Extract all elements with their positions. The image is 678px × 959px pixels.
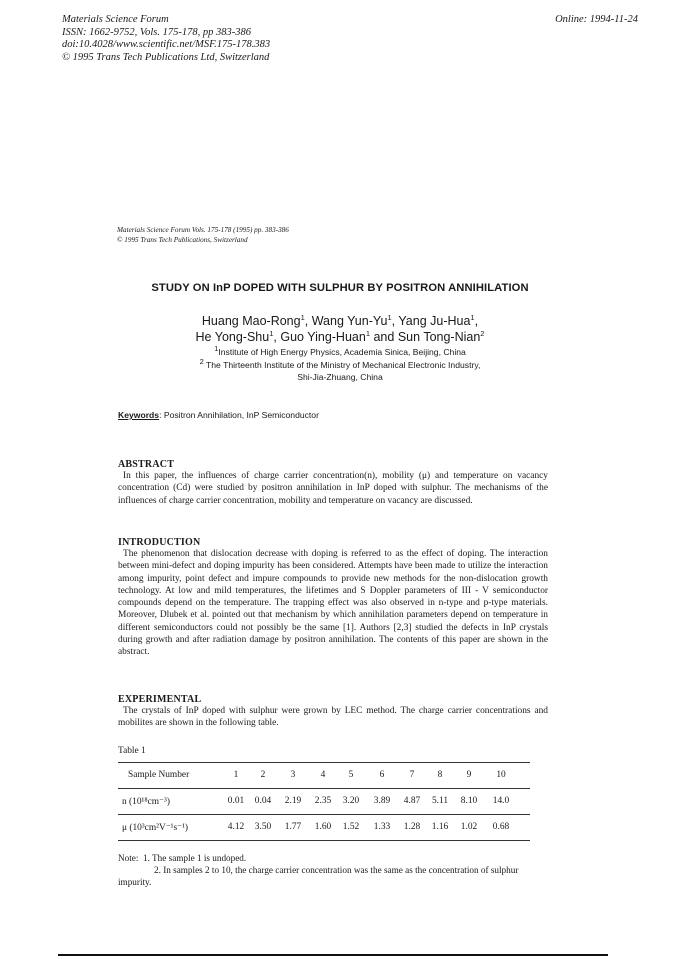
table-cell: 3.89 (373, 796, 391, 806)
copyright-line: © 1995 Trans Tech Publications Ltd, Switzerland (62, 51, 270, 63)
table-rule (118, 840, 530, 841)
table-cell: 8.10 (460, 796, 478, 806)
table-cell: 3.20 (342, 796, 360, 806)
affiliation-text: Institute of High Energy Physics, Academia Sinica, Beijing, China (218, 347, 466, 357)
table-cell: 7 (409, 770, 415, 780)
author-name: Wang Yun-Yu (311, 314, 388, 328)
note-2: 2. In samples 2 to 10, the charge carrier concentration was the same as the concentration of sulphur impurity. (118, 865, 519, 887)
table-cell: 5.11 (431, 796, 449, 806)
author-name: Yang Ju-Hua (398, 314, 471, 328)
affiliation-marker: 1 (470, 312, 475, 322)
author-conjunction: and (373, 330, 395, 344)
table-cell: 1.28 (403, 822, 421, 832)
abstract-heading: ABSTRACT (118, 459, 175, 470)
introduction-body: The phenomenon that dislocation decrease with doping is referred to as the effect of doping. The interaction between mini-defect and doping impurity has been considered. Attempts have been made to utilize the interaction among impurity, point defect and impure compounds to provide new methods for the non-dislocation growth technology. At low and mild temperatures, the lifetimes and S Doppler parameters of III - V semiconductor compounds depend on the temperature. The trapping effect was also observed in n-type and p-type materials. Moreover, Dlubek et al. pointed out that mechanism by which annihilation parameters depend on temperature in different semiconductors could not possibly be the same [1]. Authors [2,3] studied the defects in InP crystals during growth and after radiation damage by positron annihilation. The contents of this paper are shown in the abstract. (118, 549, 548, 658)
introduction-section (118, 537, 548, 659)
affiliation-2 (60, 356, 620, 372)
table-cell: 4 (320, 770, 326, 780)
note-1 (118, 852, 548, 864)
print-citation (117, 225, 289, 245)
introduction-heading: INTRODUCTION (118, 537, 201, 548)
page-bottom-rule (58, 954, 608, 956)
author-line-1: Huang Mao-Rong$^1$, Wang Yun-Yu$^1$, Yang Ju-Hua$^1$, (201, 312, 479, 328)
table-cell: 1.33 (373, 822, 391, 832)
table-cell: 1.16 (431, 822, 449, 832)
table-cell: 6 (379, 770, 385, 780)
author-name: He Yong-Shu (195, 330, 270, 344)
table-row (118, 789, 530, 814)
citation-line-1: Materials Science Forum Vols. 175-178 (1995) pp. 383-386 (117, 226, 289, 234)
table-cell: 1.60 (314, 822, 332, 832)
experimental-section (118, 694, 548, 730)
table-caption: Table 1 (118, 746, 146, 756)
table-cell: 0.01 (227, 796, 245, 806)
abstract-body: In this paper, the influences of charge carrier concentration(n), mobility (μ) and temperature on vacancy concentration (Cd) were studied by positron annihilation in InP doped with sulphur. The mechanisms of the influences of charge carrier concentration, mobility and temperature on vacancy are discussed. (118, 471, 548, 506)
table-cell: 1.02 (460, 822, 478, 832)
data-table (118, 762, 530, 841)
table-notes (118, 852, 548, 888)
affiliation-marker: 1 (300, 312, 305, 322)
note-label: Note: (118, 853, 139, 863)
table-cell: 0.04 (254, 796, 272, 806)
affiliation-2-city: Shi-Jia-Zhuang, China (297, 372, 383, 382)
experimental-body: The crystals of InP doped with sulphur were grown by LEC method. The charge carrier concentrations and mobilites are shown in the following table. (118, 706, 548, 729)
keywords-text: : Positron Annihilation, InP Semiconductor (159, 410, 319, 420)
affiliation-marker: 2 (480, 328, 485, 338)
table-cell: 1.52 (342, 822, 360, 832)
table-cell: 9 (466, 770, 472, 780)
doi-link[interactable]: doi:10.4028/www.scientific.net/MSF.175-178.383 (62, 39, 271, 50)
table-row (118, 763, 530, 788)
affiliations (60, 346, 620, 384)
table-cell: 2 (260, 770, 266, 780)
author-name: Huang Mao-Rong (201, 314, 301, 328)
affiliation-marker: 1 (269, 328, 274, 338)
keywords-label: Keywords (118, 410, 160, 420)
table-cell: 4.87 (403, 796, 421, 806)
table-cell: 3.50 (254, 822, 272, 832)
journal-header (62, 14, 270, 64)
author-name: Guo Ying-Huan (280, 330, 366, 344)
affiliation-marker: 2 (199, 356, 204, 366)
journal-name: Materials Science Forum (62, 14, 169, 25)
table-cell: 2.35 (314, 796, 332, 806)
issn-line: ISSN: 1662-9752, Vols. 175-178, pp 383-386 (62, 26, 251, 38)
author-name: Sun Tong-Nian (397, 330, 481, 344)
table-cell: 0.68 (492, 822, 510, 832)
table-cell: 8 (437, 770, 443, 780)
affiliation-marker: 1 (214, 344, 219, 354)
table-cell: 5 (348, 770, 354, 780)
row-label: n (10¹⁸cm⁻³) (122, 797, 170, 807)
citation-line-2: © 1995 Trans Tech Publications, Switzerland (117, 236, 248, 244)
table-cell: 4.12 (227, 822, 245, 832)
keywords (118, 410, 319, 420)
table-cell: 10 (496, 770, 506, 780)
table-cell: 1.77 (284, 822, 302, 832)
table-cell: 3 (290, 770, 296, 780)
note-text: 1. The sample 1 is undoped. (143, 853, 247, 863)
table-cell: 2.19 (284, 796, 302, 806)
author-list (60, 313, 620, 345)
table-cell: 1 (233, 770, 239, 780)
affiliation-marker: 1 (387, 312, 392, 322)
abstract-section (118, 459, 548, 507)
affiliation-1 (60, 346, 620, 359)
table-cell: 14.0 (492, 796, 510, 806)
row-label: Sample Number (128, 770, 190, 780)
online-date: Online: 1994-11-24 (555, 14, 638, 25)
affiliation-text: The Thirteenth Institute of the Ministry of Mechanical Electronic Industry, (206, 359, 481, 370)
paper-title: STUDY ON InP DOPED WITH SULPHUR BY POSITRON ANNIHILATION (151, 282, 529, 294)
table-row (118, 815, 530, 840)
author-line-2: He Yong-Shu$^1$, Guo Ying-Huan$^1$ and Sun Tong-Nian$^2$ (195, 328, 485, 344)
row-label: μ (10³cm²V⁻¹s⁻¹) (122, 823, 189, 833)
experimental-heading: EXPERIMENTAL (118, 694, 202, 705)
affiliation-marker: 1 (365, 328, 370, 338)
